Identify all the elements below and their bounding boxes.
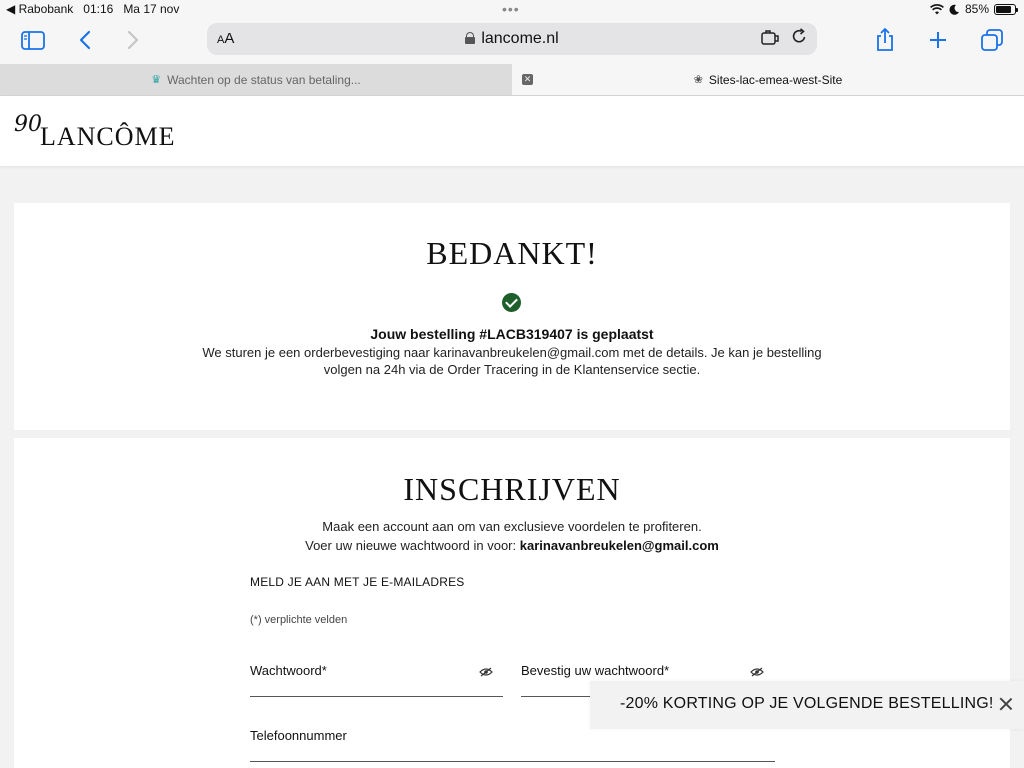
tabs-overview-icon[interactable] — [977, 26, 1007, 54]
signup-email: karinavanbreukelen@gmail.com — [519, 538, 719, 553]
phone-label: Telefoonnummer — [250, 728, 347, 743]
signup-heading: INSCHRIJVEN — [403, 471, 621, 507]
moon-icon — [949, 4, 960, 15]
signup-intro: Maak een account aan om van exclusieve voordelen te profiteren. — [322, 519, 702, 534]
sidebar-icon[interactable] — [18, 26, 48, 54]
wifi-icon — [930, 4, 944, 15]
battery-icon — [994, 4, 1016, 15]
confirm-password-label: Bevestig uw wachtwoord* — [521, 663, 670, 678]
password-label: Wachtwoord* — [250, 663, 327, 678]
extension-icon[interactable] — [761, 30, 779, 48]
crown-favicon-icon: ♛ — [151, 74, 162, 86]
browser-toolbar — [0, 18, 1024, 64]
text-size-button[interactable]: AA — [217, 30, 235, 47]
tab-lancome-site[interactable] — [512, 64, 1024, 95]
back-to-app-link[interactable]: ◀ Rabobank — [6, 2, 74, 16]
new-tab-plus-icon[interactable] — [923, 26, 953, 54]
signup-email-line — [14, 538, 1010, 553]
eye-slash-icon[interactable] — [479, 667, 493, 677]
password-field[interactable] — [250, 663, 503, 697]
order-confirmation-text: We sturen je een orderbevestiging naar karinavanbreukelen@gmail.com met de details. Je kan je bestelling volgen na 24h via de Order Tracering in de Klantenservice sectie. — [202, 345, 822, 377]
close-tab-icon[interactable]: ✕ — [523, 74, 532, 84]
status-time: 01:16 — [83, 2, 114, 16]
phone-field[interactable] — [250, 728, 775, 762]
required-fields-note: (*) verplichte velden — [250, 614, 348, 626]
close-promo-icon[interactable] — [998, 696, 1014, 712]
battery-percent: 85% — [964, 2, 989, 16]
promo-text: -20% KORTING OP JE VOLGENDE BESTELLING! — [620, 695, 994, 712]
signup-email-prefix: Voer uw nieuwe wachtwoord in voor: — [305, 538, 517, 553]
forward-chevron-icon[interactable] — [118, 26, 148, 54]
rose-favicon-icon: ❀ — [693, 74, 703, 86]
status-date: Ma 17 nov — [123, 2, 180, 16]
status-bar — [0, 0, 1024, 18]
reload-icon[interactable] — [792, 28, 807, 49]
tab-payment-status[interactable] — [0, 64, 512, 95]
order-confirmation-card — [14, 203, 1010, 430]
email-signup-section-title: MELD JE AAN MET JE E-MAILADRES — [250, 575, 465, 589]
site-header — [0, 96, 1024, 166]
url-host: lancome.nl — [481, 30, 559, 47]
lock-icon — [465, 32, 475, 44]
check-circle-icon — [502, 293, 521, 312]
promo-banner[interactable] — [590, 681, 1024, 729]
tab-strip — [0, 64, 1024, 96]
tab-title: Sites-lac-emea-west-Site — [708, 72, 843, 87]
share-icon[interactable] — [870, 26, 900, 54]
eye-slash-icon[interactable] — [750, 667, 764, 677]
address-bar[interactable] — [207, 23, 817, 55]
logo-wordmark: LANCÔME — [40, 122, 176, 151]
tab-title: Wachten op de status van betaling... — [167, 72, 361, 87]
order-placed-title: Jouw bestelling #LACB319407 is geplaatst — [370, 326, 654, 342]
multitasking-dots-icon[interactable]: ••• — [502, 1, 520, 17]
thanks-heading: BEDANKT! — [426, 235, 598, 271]
logo-90: 90 — [14, 112, 42, 137]
back-chevron-icon[interactable] — [70, 26, 100, 54]
